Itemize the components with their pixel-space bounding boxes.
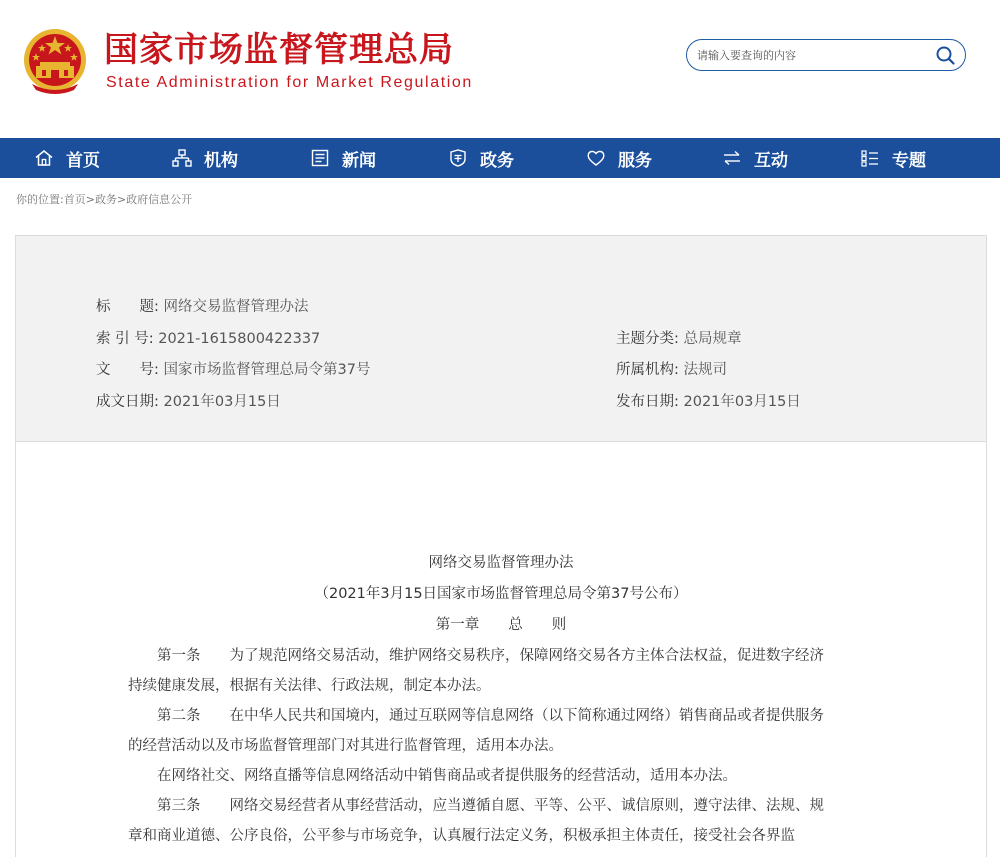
nav-label: 首页 [66, 150, 100, 171]
nav-item-home[interactable] [34, 138, 100, 178]
nav-label: 服务 [618, 150, 652, 171]
breadcrumb-gov-info[interactable]: 政府信息公开 [126, 193, 193, 206]
article-heading: 网络交易监督管理办法 [428, 555, 574, 571]
info-index-label: 索 引 号: [96, 331, 154, 347]
info-title-value: 网络交易监督管理办法 [163, 299, 309, 315]
home-icon [34, 148, 54, 168]
nav-item-interact[interactable] [722, 138, 788, 178]
paragraph-line: 第二条 在中华人民共和国境内，通过互联网等信息网络（以下简称通过网络）销售商品或者提供服务 [128, 708, 824, 724]
article-paragraph [128, 641, 888, 851]
search-icon [933, 43, 957, 67]
paragraph-line: 持续健康发展，根据有关法律、行政法规，制定本办法。 [128, 678, 491, 694]
nav-item-org[interactable] [172, 138, 238, 178]
paragraph-line: 在网络社交、网络直播等信息网络活动中销售商品或者提供服务的经营活动，适用本办法。 [128, 768, 737, 784]
heart-icon [586, 148, 606, 168]
info-docno-label: 文 号: [96, 362, 159, 378]
info-topic-value: 总局规章 [683, 331, 742, 347]
search-box [686, 39, 966, 71]
info-created-value: 2021年03月15日 [163, 394, 281, 410]
info-org-row [616, 361, 727, 379]
nav-label: 专题 [892, 150, 926, 171]
breadcrumb-separator: > [85, 193, 95, 206]
search-button[interactable] [933, 43, 957, 67]
news-icon [310, 148, 330, 168]
nav-item-service[interactable] [586, 138, 652, 178]
breadcrumb-prefix: 你的位置: [16, 193, 64, 206]
topic-list-icon [860, 148, 880, 168]
info-docno-row [96, 361, 370, 379]
paragraph-line: 第三条 网络交易经营者从事经营活动，应当遵循自愿、平等、公平、诚信原则，遵守法律、法规、规 [128, 798, 824, 814]
document-info-panel [16, 236, 986, 442]
info-published-row [616, 393, 801, 411]
national-emblem-logo[interactable] [22, 26, 88, 96]
info-created-row [96, 393, 281, 411]
nav-item-affairs[interactable] [448, 138, 514, 178]
shield-icon [448, 148, 468, 168]
breadcrumb-affairs[interactable]: 政务 [94, 193, 117, 206]
breadcrumb [16, 191, 192, 207]
nav-item-news[interactable] [310, 138, 376, 178]
paragraph-line: 第一条 为了规范网络交易活动，维护网络交易秩序，保障网络交易各方主体合法权益，促进数字经济 [128, 648, 824, 664]
info-topic-label: 主题分类: [616, 331, 679, 347]
paragraph-line: 的经营活动以及市场监督管理部门对其进行监督管理，适用本办法。 [128, 738, 563, 754]
nav-label: 政务 [480, 150, 514, 171]
chapter-heading: 第一章 总 则 [435, 617, 567, 633]
info-index-value: 2021-1615800422337 [158, 331, 321, 347]
search-input[interactable] [697, 45, 917, 65]
info-docno-value: 国家市场监督管理总局令第37号 [163, 362, 371, 378]
info-org-value: 法规司 [683, 362, 727, 378]
paragraph-line: 章和商业道德、公序良俗，公平参与市场竞争，认真履行法定义务，积极承担主体责任，接受社会各界监 [128, 828, 795, 844]
breadcrumb-home[interactable]: 首页 [63, 193, 86, 206]
info-index-row [96, 330, 320, 348]
info-created-label: 成文日期: [96, 394, 159, 410]
info-org-label: 所属机构: [616, 362, 679, 378]
content-frame [15, 235, 987, 857]
article-subheading: （2021年3月15日国家市场监督管理总局令第37号公布） [314, 586, 688, 602]
main-nav [0, 138, 1000, 178]
site-title[interactable]: 国家市场监督管理总局 [104, 30, 454, 70]
nav-item-topics[interactable] [860, 138, 926, 178]
site-header [0, 0, 1000, 138]
info-published-value: 2021年03月15日 [683, 394, 801, 410]
site-subtitle: State Administration for Market Regulation [106, 74, 473, 91]
nav-label: 互动 [754, 150, 788, 171]
org-chart-icon [172, 148, 192, 168]
info-title-row [96, 298, 309, 316]
info-published-label: 发布日期: [616, 394, 679, 410]
nav-label: 机构 [204, 150, 238, 171]
info-topic-row [616, 330, 742, 348]
swap-arrows-icon [722, 148, 742, 168]
nav-label: 新闻 [342, 150, 376, 171]
breadcrumb-separator: > [116, 193, 127, 206]
info-title-label: 标 题: [96, 299, 159, 315]
